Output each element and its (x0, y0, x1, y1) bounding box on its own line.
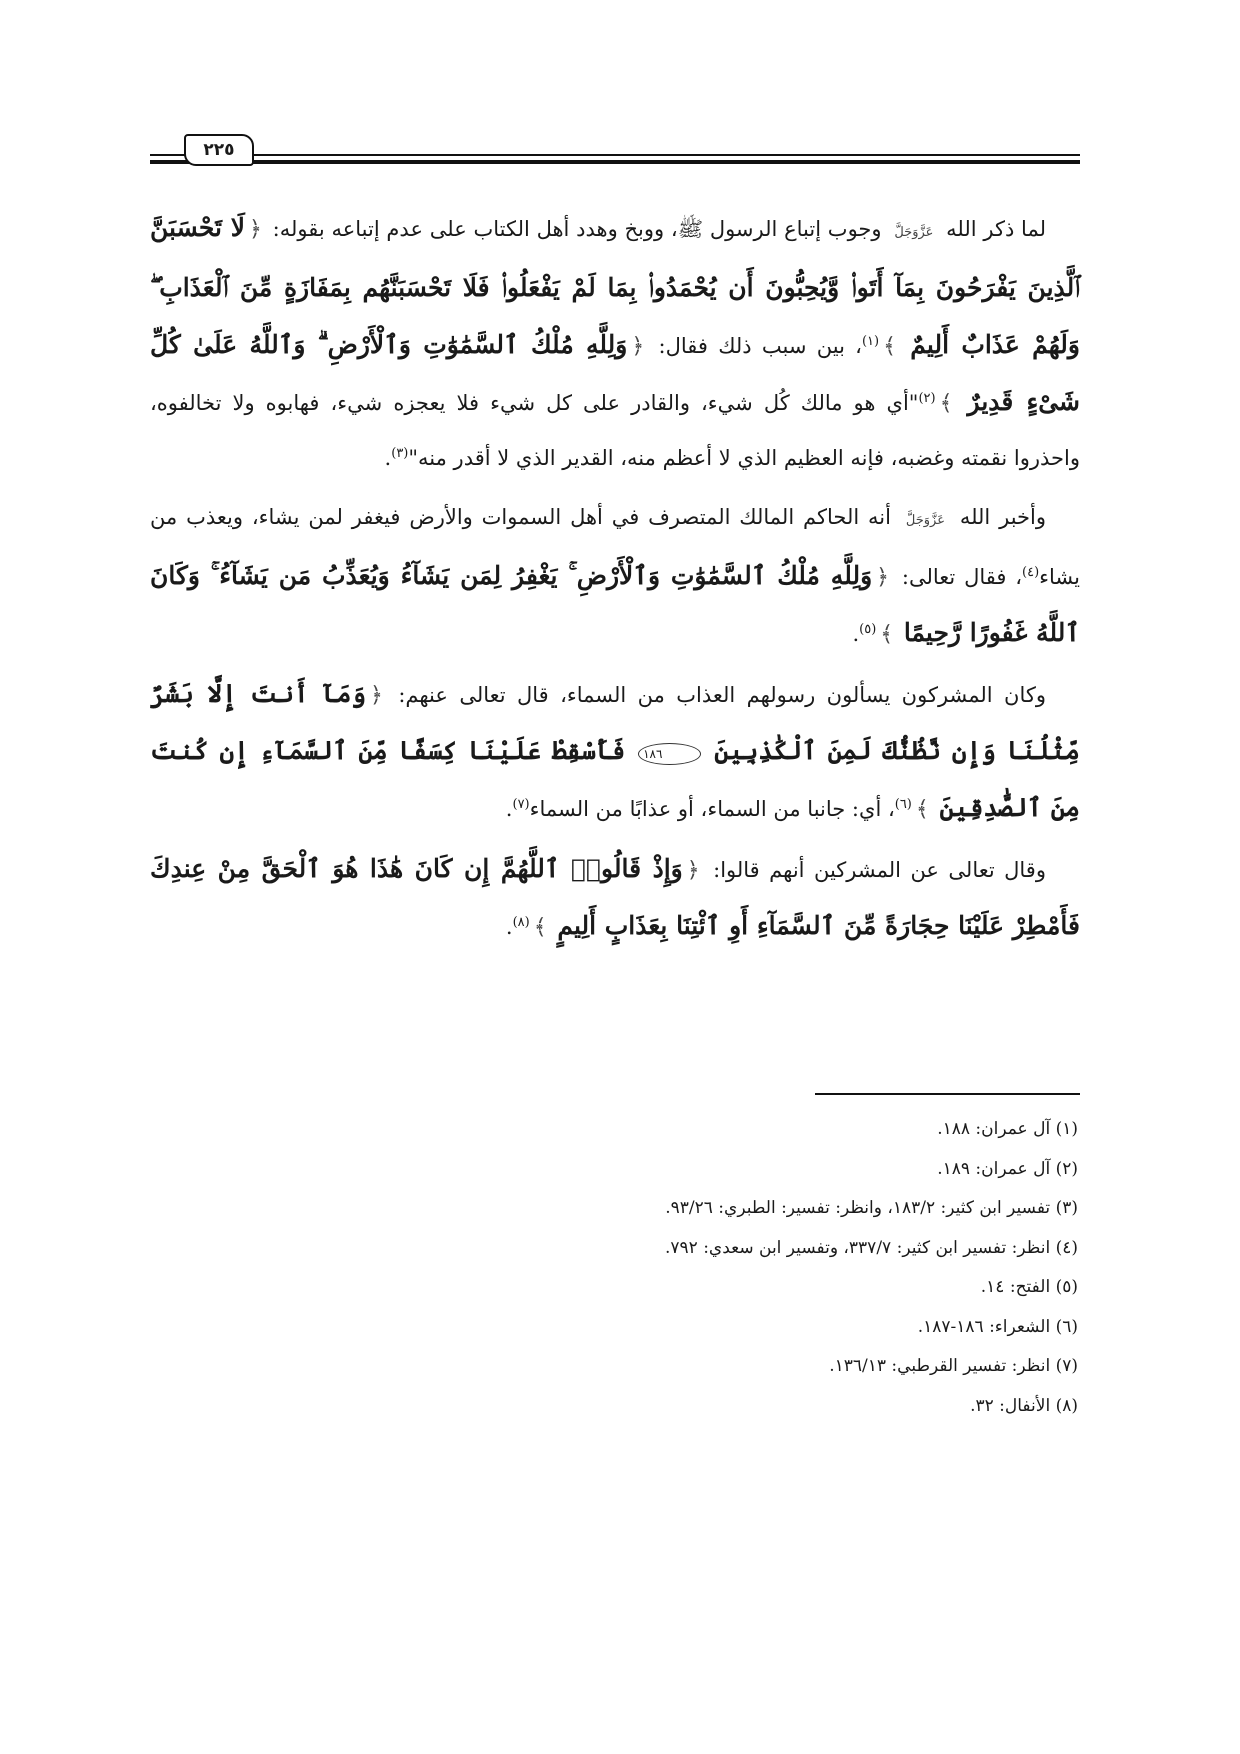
header-rule-thick (150, 160, 1080, 164)
header-rule-thin (150, 154, 1080, 156)
footnote-ref: (٧) (512, 797, 530, 812)
text-run: ، أي: جانبا من السماء، أو عذابًا من السماء (529, 797, 895, 821)
ayah-number-marker: ١٨٦ (638, 743, 701, 765)
quran-verse: وَلِلَّهِ مُلْكُ ٱلسَّمَٰوَٰتِ وَٱلْأَرْضِ ۚ يَغْفِرُ لِمَن يَشَآءُ وَيُعَذِّبُ مَن يَشَآءُ ۚ وَكَانَ ٱللَّهُ غَفُورًا رَّحِيمًا (150, 561, 1080, 647)
footnote-ref: (٤) (1022, 565, 1040, 580)
footnote-separator (815, 1093, 1080, 1095)
honorific-phrase: عَزَّوَجَلَّ (905, 513, 945, 528)
verse-bracket-icon: ﴿ (686, 858, 700, 883)
footnote-ref: (٣) (391, 446, 409, 461)
paragraph (150, 841, 1080, 955)
quran-verse: وَمَآ أَنتَ إِلَّا بَشَرٌ مِّثْلُنَا وَإِن نَّظُنُّكَ لَمِنَ ٱلْكَٰذِبِينَ (150, 679, 1080, 765)
verse-bracket-icon: ﴿ (370, 683, 383, 708)
text-run: . (505, 797, 513, 821)
footnote-ref: (٦) (894, 797, 912, 812)
main-text (150, 200, 1080, 959)
text-run: ، فقال تعالى: (893, 565, 1022, 589)
quran-verse: وَإِذْ قَالُوا۟ ٱللَّهُمَّ إِن كَانَ هَٰذَا هُوَ ٱلْحَقَّ مِنْ عِندِكَ فَأَمْطِرْ عَلَيْنَا حِجَارَةً مِّنَ ٱلسَّمَآءِ أَوِ ٱئْتِنَا بِعَذَابٍ أَلِيمٍ (150, 854, 1080, 940)
footnote-item: (٢) آل عمران: ١٨٩. (937, 1158, 1078, 1179)
text-run: "أي هو مالك كُل شيء، والقادر على كل شيء فلا يعجزه شيء، فهابوه ولا تخالفوه، واحذروا نقمته وغضبه، فإنه العظيم الذي لا أعظم منه، القدير الذي لا أقدر منه" (150, 391, 1080, 470)
footnote-item: (٨) الأنفال: ٣٢. (970, 1395, 1078, 1416)
text-run: وجوب إتباع الرسول ﷺ، ووبخ وهدد أهل الكتاب على عدم إتباعه بقوله: (265, 217, 889, 241)
verse-bracket-icon: ﴿ (249, 217, 262, 242)
text-run: وقال تعالى عن المشركين أنهم قالوا: (703, 858, 1046, 882)
verse-bracket-icon: ﴾ (915, 797, 929, 822)
verse-bracket-icon: ﴾ (883, 334, 896, 359)
honorific-phrase: عَزَّوَجَلَّ (894, 225, 934, 240)
text-run: وكان المشركون يسألون رسولهم العذاب من السماء، قال تعالى عنهم: (386, 683, 1046, 707)
verse-bracket-icon: ﴿ (876, 565, 890, 590)
quran-verse: وَلِلَّهِ مُلْكُ ٱلسَّمَٰوَٰتِ وَٱلْأَرْضِ ۗ وَٱللَّهُ عَلَىٰ كُلِّ شَىْءٍ قَدِيرٌ (150, 330, 1080, 416)
footnote-item: (٤) انظر: تفسير ابن كثير: ٣٣٧/٧، وتفسير ابن سعدي: ٧٩٢. (664, 1237, 1078, 1258)
footnote-ref: (٨) (512, 915, 530, 930)
footnote-item: (٣) تفسير ابن كثير: ١٨٣/٢، وانظر: تفسير: الطبري: ٩٣/٢٦. (665, 1198, 1078, 1218)
text-run: وأخبر الله (950, 505, 1046, 529)
text-run: أنه الحاكم المالك المتصرف في أهل السموات والأرض فيغفر لمن يشاء، ويعذب من يشاء (150, 505, 1080, 589)
text-run: . (852, 622, 860, 646)
footnote-item: (٦) الشعراء: ١٨٦-١٨٧. (917, 1316, 1078, 1337)
text-run: لما ذكر الله (939, 217, 1046, 241)
text-run: ، بين سبب ذلك فقال: (648, 334, 862, 358)
verse-bracket-icon: ﴾ (939, 391, 953, 416)
quran-verse: فَأَسْقِطْ عَلَيْنَا كِسَفًا مِّنَ ٱلسَّمَآءِ إِن كُنتَ مِنَ ٱلصَّٰدِقِينَ (150, 736, 1080, 822)
footnotes (298, 1110, 1078, 1426)
footnote-ref: (٥) (859, 622, 877, 637)
page-number: ٢٢٥ (184, 134, 254, 166)
verse-bracket-icon: ﴿ (631, 334, 645, 359)
footnote-item: (٥) الفتح: ١٤. (980, 1277, 1078, 1297)
verse-bracket-icon: ﴾ (880, 622, 894, 647)
paragraph (150, 490, 1080, 662)
paragraph (150, 666, 1080, 837)
text-run: . (505, 915, 513, 939)
quran-verse: لَا تَحْسَبَنَّ ٱلَّذِينَ يَفْرَحُونَ بِمَآ أَتَوا۟ وَّيُحِبُّونَ أَن يُحْمَدُوا۟ بِمَا لَمْ يَفْعَلُوا۟ فَلَا تَحْسَبَنَّهُم بِمَفَازَةٍ مِّنَ ٱلْعَذَابِ ۖ وَلَهُمْ عَذَابٌ أَلِيمٌ (150, 213, 1080, 359)
paragraph (150, 200, 1080, 486)
footnote-ref: (١) (861, 334, 880, 349)
footnote-ref: (٢) (918, 391, 936, 406)
footnote-item: (١) آل عمران: ١٨٨. (937, 1119, 1078, 1139)
footnote-item: (٧) انظر: تفسير القرطبي: ١٣٦/١٣. (829, 1356, 1078, 1376)
page-header (150, 134, 1080, 174)
verse-bracket-icon: ﴾ (533, 915, 547, 940)
text-run: . (384, 446, 392, 470)
